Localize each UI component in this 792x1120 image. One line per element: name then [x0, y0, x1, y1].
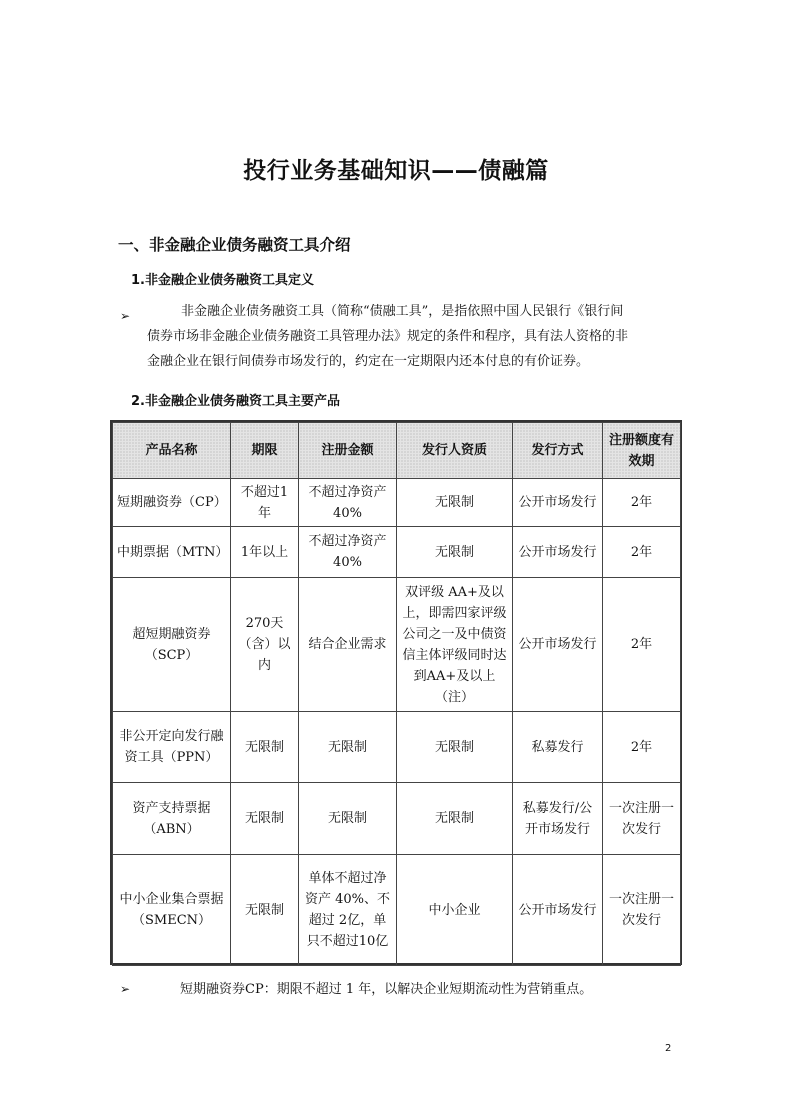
cell-registration-amount: 无限制	[299, 712, 397, 783]
cell-term: 无限制	[231, 855, 299, 966]
cell-issuer-qualification: 中小企业	[397, 855, 513, 966]
header-issue-method: 发行方式	[513, 423, 603, 479]
table-row	[113, 479, 681, 527]
section-heading: 一、非金融企业债务融资工具介绍	[118, 236, 351, 254]
cell-issuer-qualification: 无限制	[397, 527, 513, 578]
definition-line: 非金融企业债务融资工具（简称“债融工具”，是指依照中国人民银行《银行间	[181, 304, 624, 319]
header-registration-amount: 注册金额	[299, 423, 397, 479]
cell-registration-amount: 不超过净资产 40%	[299, 479, 397, 527]
cell-product-name: 中小企业集合票据（SMECN）	[113, 855, 231, 966]
cell-registration-validity: 2年	[603, 578, 681, 712]
table-row	[113, 783, 681, 855]
products-table	[112, 422, 681, 966]
header-registration-validity: 注册额度有效期	[603, 423, 681, 479]
table-row	[113, 578, 681, 712]
header-product-name: 产品名称	[113, 423, 231, 479]
cell-issuer-qualification: 无限制	[397, 783, 513, 855]
cell-issuer-qualification: 双评级 AA+及以上，即需四家评级公司之一及中债资信主体评级同时达到AA+及以上（注）	[397, 578, 513, 712]
cell-issue-method: 公开市场发行	[513, 578, 603, 712]
cell-registration-amount: 无限制	[299, 783, 397, 855]
cell-product-name: 超短期融资券（SCP）	[113, 578, 231, 712]
cell-registration-amount: 单体不超过净资产 40%、不超过 2亿，单只不超过10亿	[299, 855, 397, 966]
cell-term: 1年以上	[231, 527, 299, 578]
bullet-arrow-icon: ➢	[120, 982, 131, 996]
cell-issue-method: 公开市场发行	[513, 527, 603, 578]
products-table-wrapper	[110, 420, 682, 965]
cell-issue-method: 公开市场发行	[513, 479, 603, 527]
cell-term: 无限制	[231, 783, 299, 855]
subsection-heading-definition: 1.非金融企业债务融资工具定义	[131, 273, 314, 288]
table-row	[113, 712, 681, 783]
cell-product-name: 资产支持票据（ABN）	[113, 783, 231, 855]
cell-product-name: 非公开定向发行融资工具（PPN）	[113, 712, 231, 783]
cell-issuer-qualification: 无限制	[397, 712, 513, 783]
cell-registration-validity: 2年	[603, 712, 681, 783]
header-term: 期限	[231, 423, 299, 479]
subsection-heading-products: 2.非金融企业债务融资工具主要产品	[131, 394, 340, 409]
cell-issuer-qualification: 无限制	[397, 479, 513, 527]
definition-paragraph	[147, 299, 667, 374]
cell-issue-method: 私募发行/公开市场发行	[513, 783, 603, 855]
cell-registration-validity: 一次注册一次发行	[603, 855, 681, 966]
cell-product-name: 短期融资券（CP）	[113, 479, 231, 527]
cell-term: 270天（含）以内	[231, 578, 299, 712]
cell-issue-method: 公开市场发行	[513, 855, 603, 966]
cell-registration-validity: 2年	[603, 527, 681, 578]
cell-product-name: 中期票据（MTN）	[113, 527, 231, 578]
bullet-arrow-icon: ➢	[120, 309, 131, 323]
header-issuer-qualification: 发行人资质	[397, 423, 513, 479]
cell-registration-amount: 不超过净资产 40%	[299, 527, 397, 578]
cell-issue-method: 私募发行	[513, 712, 603, 783]
page-title: 投行业务基础知识——债融篇	[243, 158, 549, 184]
cell-registration-validity: 2年	[603, 479, 681, 527]
definition-line: 债券市场非金融企业债务融资工具管理办法》规定的条件和程序，具有法人资格的非	[147, 329, 629, 344]
cell-registration-amount: 结合企业需求	[299, 578, 397, 712]
table-row	[113, 527, 681, 578]
table-row	[113, 855, 681, 966]
cell-registration-validity: 一次注册一次发行	[603, 783, 681, 855]
page-number: 2	[665, 1043, 672, 1054]
cell-term: 无限制	[231, 712, 299, 783]
definition-line: 金融企业在银行间债券市场发行的，约定在一定期限内还本付息的有价证券。	[147, 354, 590, 369]
table-header-row	[113, 423, 681, 479]
cell-term: 不超过1年	[231, 479, 299, 527]
note-paragraph: 短期融资券CP：期限不超过 1 年，以解决企业短期流动性为营销重点。	[180, 982, 593, 997]
